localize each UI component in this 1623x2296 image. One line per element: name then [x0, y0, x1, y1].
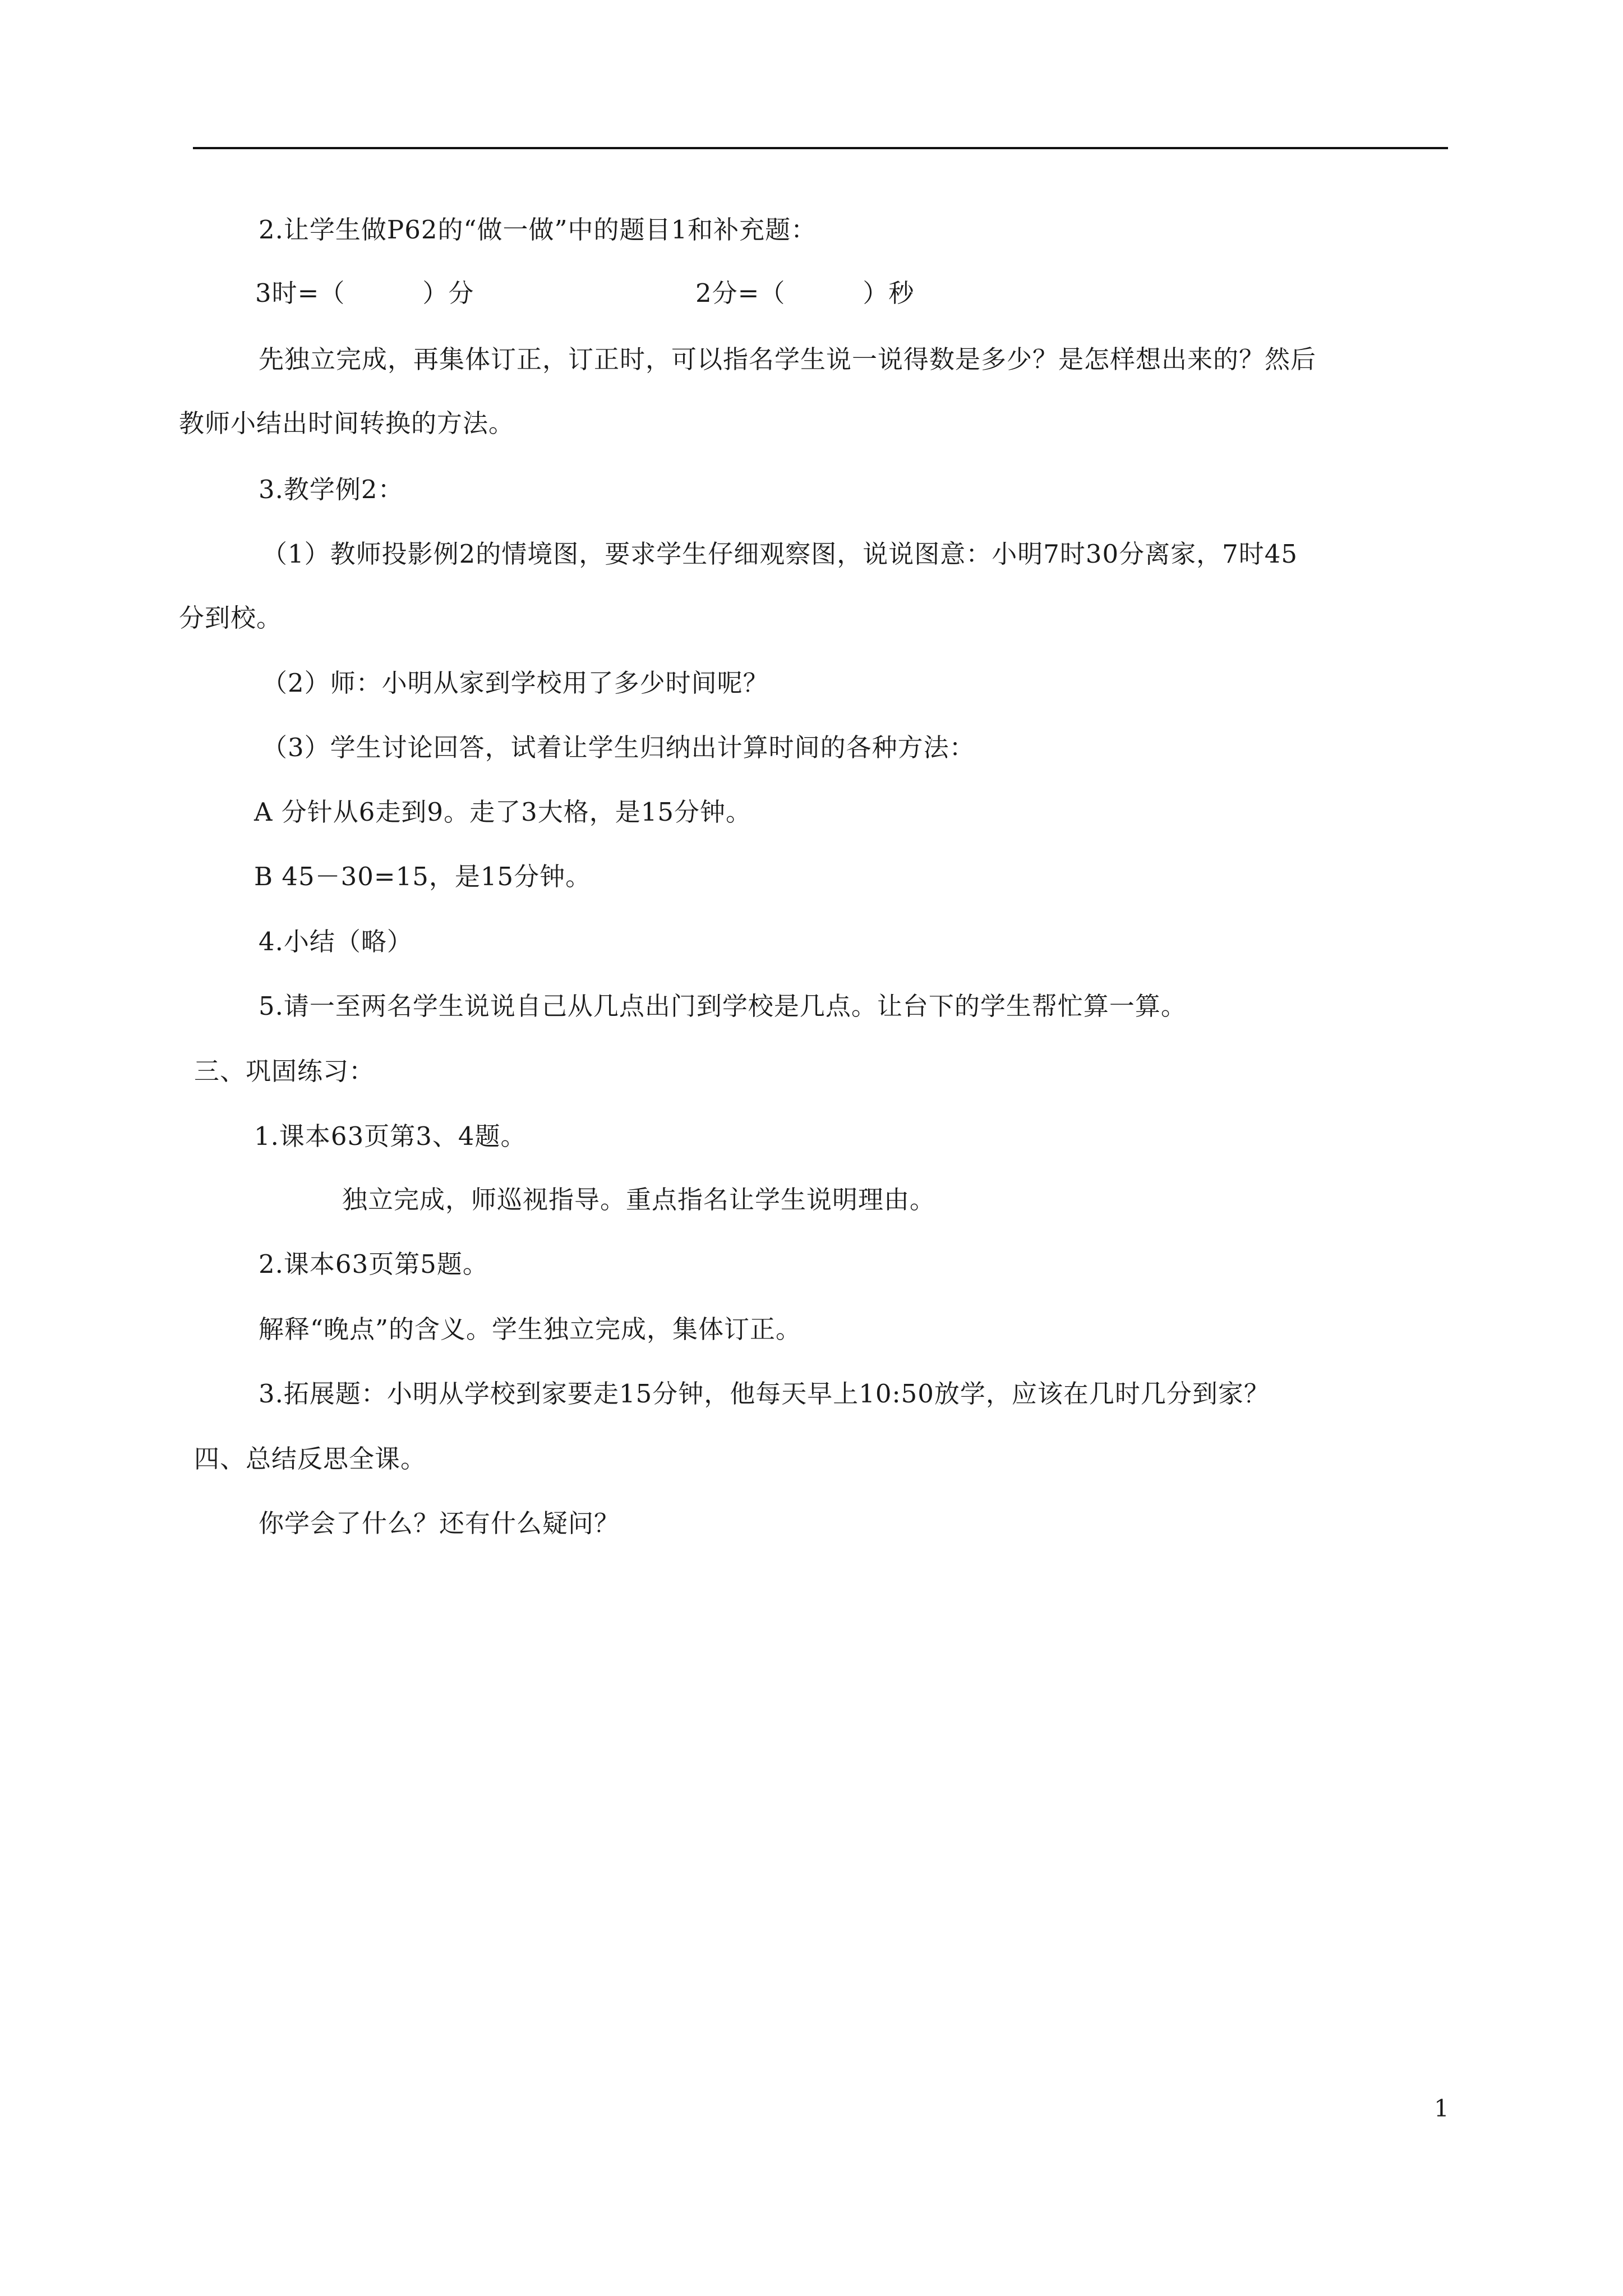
- text-line: 3.教学例2：: [259, 475, 404, 504]
- text-line: 分到校。: [179, 603, 283, 633]
- text-line: （3）学生讨论回答，试着让学生归纳出计算时间的各种方法：: [262, 733, 975, 762]
- text-line: 你学会了什么？还有什么疑问？: [259, 1508, 620, 1538]
- text-line: 5.请一至两名学生说说自己从几点出门到学校是几点。让台下的学生帮忙算一算。: [259, 991, 1187, 1021]
- text-line: 解释“晚点”的含义。学生独立完成，集体订正。: [259, 1314, 802, 1344]
- exercise-item-hours: 3时=（ ）分: [255, 278, 474, 308]
- section-heading: 三、巩固练习：: [194, 1056, 375, 1086]
- text-line: A 分针从6走到9。走了3大格，是15分钟。: [254, 797, 751, 827]
- text-line: 教师小结出时间转换的方法。: [179, 408, 515, 438]
- text-line: 2.课本63页第5题。: [259, 1249, 488, 1279]
- text-line: B 45－30=15，是15分钟。: [254, 862, 592, 891]
- text-line: 2.让学生做P62的“做一做”中的题目1和补充题：: [259, 215, 817, 245]
- text-line: 1.课本63页第3、4题。: [254, 1121, 527, 1151]
- page-number: 1: [1434, 2095, 1449, 2122]
- text-line: 4.小结（略）: [259, 927, 413, 956]
- text-line: （1）教师投影例2的情境图，要求学生仔细观察图，说说图意：小明7时30分离家，7时45: [262, 539, 1298, 569]
- text-line: （2）师：小明从家到学校用了多少时间呢？: [262, 668, 769, 698]
- section-heading: 四、总结反思全课。: [194, 1444, 427, 1474]
- text-line: 先独立完成，再集体订正，订正时，可以指名学生说一说得数是多少？是怎样想出来的？然后: [259, 344, 1317, 374]
- header-rule: [193, 147, 1448, 149]
- text-line: 独立完成，师巡视指导。重点指名让学生说明理由。: [342, 1185, 936, 1214]
- exercise-item-minutes: 2分=（ ）秒: [695, 278, 915, 308]
- text-line: 3.拓展题：小明从学校到家要走15分钟，他每天早上10:50放学，应该在几时几分到家？: [259, 1379, 1270, 1409]
